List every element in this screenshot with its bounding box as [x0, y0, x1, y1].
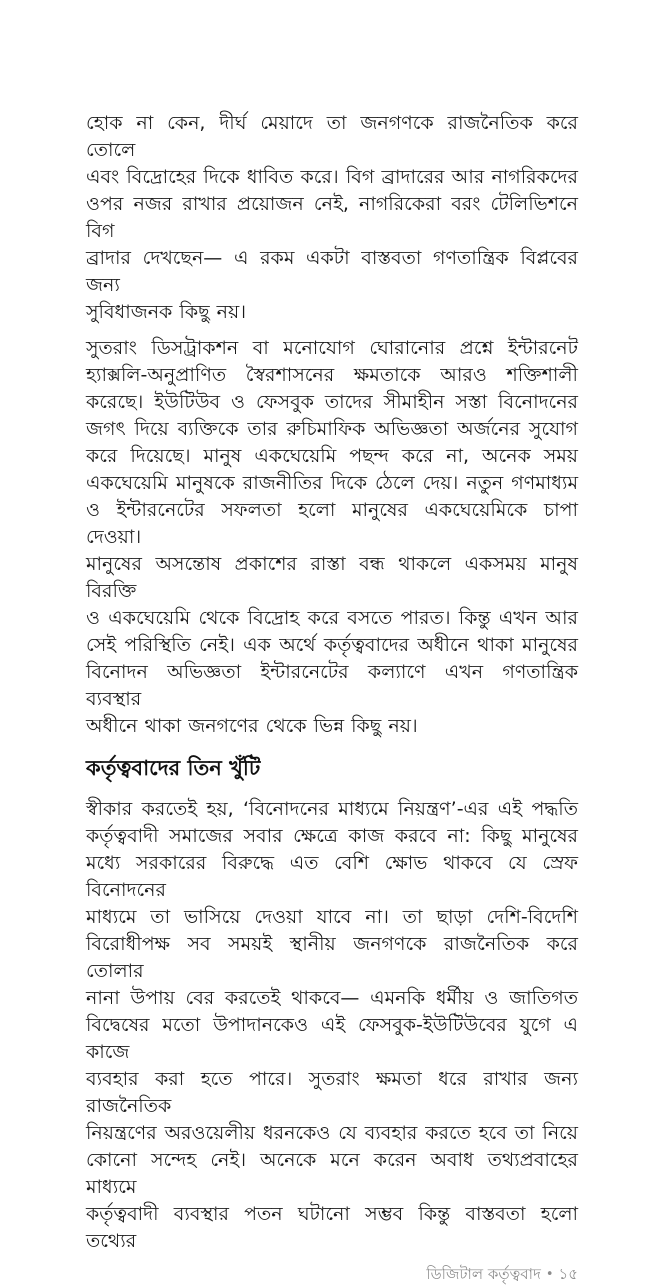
text-line: ব্রাদার দেখছেন— এ রকম একটা বাস্তবতা গণতান্ত্রিক বিপ্লবের জন্য: [86, 247, 578, 296]
footer-page-number: ১৫: [558, 1265, 578, 1283]
section-heading: কর্তৃত্ববাদের তিন খুঁটি: [86, 756, 261, 780]
section-paragraphs: [86, 796, 578, 1255]
text-line: কর্তৃত্ববাদী ব্যবস্থার পতন ঘটানো সম্ভব কিন্তু বাস্তবতা হলো তথ্যের: [86, 1203, 578, 1252]
text-line: জগৎ দিয়ে ব্যক্তিকে তার রুচিমাফিক অভিজ্ঞতা অর্জনের সুযোগ: [86, 418, 578, 440]
text-line: বিরোধীপক্ষ সব সময়ই স্থানীয় জনগণকে রাজনৈতিক করে তোলার: [86, 933, 578, 982]
text-line: বিনোদন অভিজ্ঞতা ইন্টারনেটের কল্যাণে এখন গণতান্ত্রিক ব্যবস্থার: [86, 661, 578, 710]
page-content: [86, 110, 578, 1285]
text-line: ও একঘেয়েমি থেকে বিদ্রোহ করে বসতে পারত। কিন্তু এখন আর: [86, 607, 578, 629]
text-line: করেছে। ইউটিউব ও ফেসবুক তাদের সীমাহীন সস্তা বিনোদনের: [86, 391, 578, 413]
text-line: একঘেয়েমি মানুষকে রাজনীতির দিকে ঠেলে দেয়। নতুন গণমাধ্যম: [86, 472, 578, 494]
text-line: মানুষের অসন্তোষ প্রকাশের রাস্তা বন্ধ থাকলে একসময় মানুষ বিরক্তি: [86, 553, 578, 602]
text-line: নানা উপায় বের করতেই থাকবে— এমনকি ধর্মীয় ও জাতিগত: [86, 987, 578, 1009]
page-footer: [86, 1264, 578, 1285]
text-line: সুতরাং ডিসট্রাকশন বা মনোযোগ ঘোরানোর প্রশ্নে ইন্টারনেট: [86, 337, 578, 359]
text-line: সেই পরিস্থিতি নেই। এক অর্থে কর্তৃত্ববাদের অধীনে থাকা মানুষের: [86, 634, 578, 656]
paragraph: [86, 335, 578, 740]
text-line: কোনো সন্দেহ নেই। অনেকে মনে করেন অবাধ তথ্যপ্রবাহের মাধ্যমে: [86, 1149, 578, 1198]
text-line: ওপর নজর রাখার প্রয়োজন নেই, নাগরিকেরা বরং টেলিভিশনে বিগ: [86, 193, 578, 242]
text-line: হ্যাক্সলি-অনুপ্রাণিত স্বৈরশাসনের ক্ষমতাকে আরও শক্তিশালী: [86, 364, 578, 386]
text-line: অধীনে থাকা জনগণের থেকে ভিন্ন কিছু নয়।: [86, 715, 418, 737]
text-line: হোক না কেন, দীর্ঘ মেয়াদে তা জনগণকে রাজনৈতিক করে তোলে: [86, 112, 578, 161]
text-line: এবং বিদ্রোহের দিকে ধাবিত করে। বিগ ব্রাদারের আর নাগরিকদের: [86, 166, 578, 188]
text-line: নিয়ন্ত্রণের অরওয়েলীয় ধরনকেও যে ব্যবহার করতে হবে তা নিয়ে: [86, 1122, 578, 1144]
text-line: মধ্যে সরকারের বিরুদ্ধে এত বেশি ক্ষোভ থাকবে যে স্রেফ বিনোদনের: [86, 852, 578, 901]
text-line: বিদ্বেষের মতো উপাদানকেও এই ফেসবুক-ইউটিউবের যুগে এ কাজে: [86, 1014, 578, 1063]
text-line: কর্তৃত্ববাদী সমাজের সবার ক্ষেত্রে কাজ করবে না: কিছু মানুষের: [86, 825, 578, 847]
text-line: করে দিয়েছে। মানুষ একঘেয়েমি পছন্দ করে না, অনেক সময়: [86, 445, 578, 467]
text-line: ব্যবহার করা হতে পারে। সুতরাং ক্ষমতা ধরে রাখার জন্য রাজনৈতিক: [86, 1068, 578, 1117]
footer-book-title: ডিজিটাল কর্তৃত্ববাদ: [426, 1265, 541, 1283]
footer-separator-dot-icon: •: [545, 1267, 554, 1282]
intro-paragraphs: [86, 110, 578, 740]
text-line: স্বীকার করতেই হয়, ‘বিনোদনের মাধ্যমে নিয়ন্ত্রণ’-এর এই পদ্ধতি: [86, 798, 578, 820]
text-line: মাধ্যমে তা ভাসিয়ে দেওয়া যাবে না। তা ছাড়া দেশি-বিদেশি: [86, 906, 578, 928]
paragraph: [86, 110, 578, 326]
text-line: সুবিধাজনক কিছু নয়।: [86, 301, 247, 323]
paragraph: [86, 796, 578, 1255]
text-line: ও ইন্টারনেটের সফলতা হলো মানুষের একঘেয়েমিকে চাপা দেওয়া।: [86, 499, 578, 548]
